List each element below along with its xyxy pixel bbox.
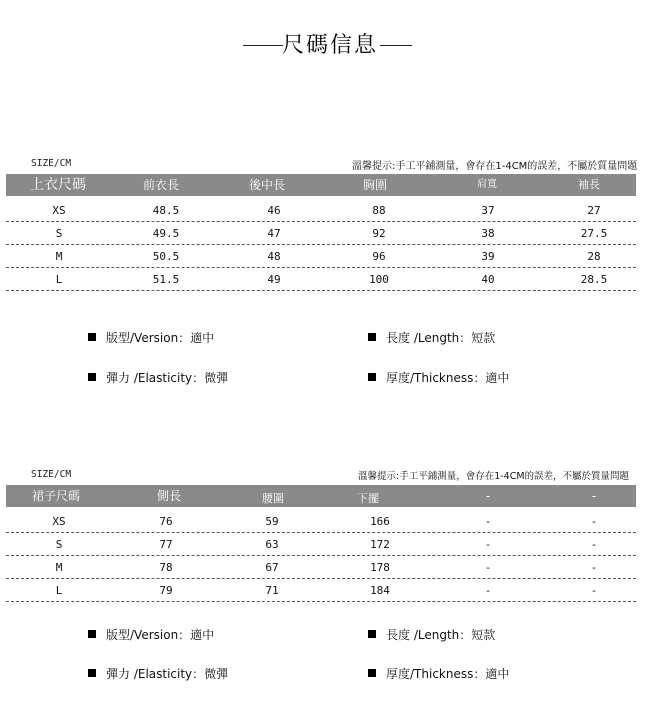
table-row <box>6 579 636 602</box>
header-cell: 側長 <box>156 489 181 503</box>
value-cell: 67 <box>265 561 279 574</box>
size-cell: S <box>55 538 63 551</box>
square-bullet-icon <box>368 669 376 677</box>
table-row <box>6 268 636 291</box>
value-cell: 184 <box>370 584 390 597</box>
header-cell: 腰圍 <box>262 492 284 505</box>
attribute-version: 版型/Version：適中 <box>88 626 214 643</box>
value-cell: - <box>590 538 598 551</box>
value-cell: 37 <box>481 204 495 217</box>
value-cell: 88 <box>372 204 386 217</box>
value-cell: - <box>484 561 492 574</box>
header-cell: - <box>485 489 491 503</box>
header-cell: 肩寬 <box>477 179 497 190</box>
page-title: 尺碼信息 <box>281 33 378 58</box>
size-cell: L <box>55 273 63 286</box>
value-cell: 172 <box>370 538 390 551</box>
size-cell: S <box>55 227 63 240</box>
value-cell: 63 <box>265 538 279 551</box>
value-cell: 46 <box>267 204 281 217</box>
size-cell: M <box>55 561 63 574</box>
size-cell: XS <box>52 515 66 528</box>
table-row <box>6 510 636 533</box>
table-row <box>6 199 636 222</box>
value-cell: 28 <box>587 250 601 263</box>
header-cell: 下擺 <box>357 492 379 505</box>
value-cell: 59 <box>265 515 279 528</box>
attribute-length: 長度 /Length：短款 <box>368 329 495 346</box>
value-cell: 47 <box>267 227 281 240</box>
value-cell: - <box>484 538 492 551</box>
size-cell: XS <box>52 204 66 217</box>
table-row <box>6 533 636 556</box>
value-cell: 27 <box>587 204 601 217</box>
table-row <box>6 556 636 579</box>
measurement-hint: 溫馨提示:手工平鋪測量，會存在1-4CM的誤差，不屬於質量問題 <box>358 471 630 482</box>
value-cell: 50.5 <box>152 250 180 263</box>
square-bullet-icon <box>88 630 96 638</box>
header-cell: - <box>591 489 597 503</box>
header-cell: 袖長 <box>578 178 600 191</box>
value-cell: 100 <box>369 273 389 286</box>
attribute-elasticity: 彈力 /Elasticity：微彈 <box>88 665 228 682</box>
value-cell: 40 <box>481 273 495 286</box>
value-cell: 51.5 <box>152 273 180 286</box>
value-cell: 28.5 <box>580 273 608 286</box>
value-cell: 48 <box>267 250 281 263</box>
attribute-version: 版型/Version：適中 <box>88 329 214 346</box>
value-cell: 27.5 <box>580 227 608 240</box>
table-row <box>6 245 636 268</box>
attribute-thickness: 厚度/Thickness：適中 <box>368 369 509 386</box>
value-cell: 71 <box>265 584 279 597</box>
square-bullet-icon <box>88 333 96 341</box>
value-cell: - <box>590 515 598 528</box>
value-cell: 48.5 <box>152 204 180 217</box>
square-bullet-icon <box>88 669 96 677</box>
size-cell: M <box>55 250 63 263</box>
attribute-length: 長度 /Length：短款 <box>368 626 495 643</box>
value-cell: 76 <box>159 515 173 528</box>
value-cell: 166 <box>370 515 390 528</box>
square-bullet-icon <box>88 373 96 381</box>
attribute-thickness: 厚度/Thickness：適中 <box>368 665 509 682</box>
value-cell: 79 <box>159 584 173 597</box>
table-header <box>6 485 636 507</box>
square-bullet-icon <box>368 373 376 381</box>
value-cell: 49.5 <box>152 227 180 240</box>
value-cell: - <box>484 584 492 597</box>
title-line-right <box>380 45 412 46</box>
value-cell: 38 <box>481 227 495 240</box>
square-bullet-icon <box>368 333 376 341</box>
header-cell: 後中長 <box>248 178 285 192</box>
value-cell: 92 <box>372 227 386 240</box>
header-cell: 前衣長 <box>142 178 179 192</box>
header-cell: 胸圍 <box>362 178 387 192</box>
attribute-elasticity: 彈力 /Elasticity：微彈 <box>88 369 228 386</box>
value-cell: 39 <box>481 250 495 263</box>
value-cell: 178 <box>370 561 390 574</box>
value-cell: - <box>590 584 598 597</box>
size-unit-label: SIZE/CM <box>31 158 72 169</box>
square-bullet-icon <box>368 630 376 638</box>
measurement-hint: 溫馨提示:手工平鋪測量，會存在1-4CM的誤差，不屬於質量問題 <box>352 161 638 172</box>
header-cell: 裙子尺碼 <box>32 489 81 503</box>
header-cell: 上衣尺碼 <box>30 177 86 193</box>
value-cell: - <box>590 561 598 574</box>
value-cell: 49 <box>267 273 281 286</box>
value-cell: 78 <box>159 561 173 574</box>
value-cell: - <box>484 515 492 528</box>
table-header <box>6 174 636 196</box>
value-cell: 96 <box>372 250 386 263</box>
size-cell: L <box>55 584 63 597</box>
value-cell: 77 <box>159 538 173 551</box>
table-row <box>6 222 636 245</box>
size-unit-label: SIZE/CM <box>31 469 72 480</box>
